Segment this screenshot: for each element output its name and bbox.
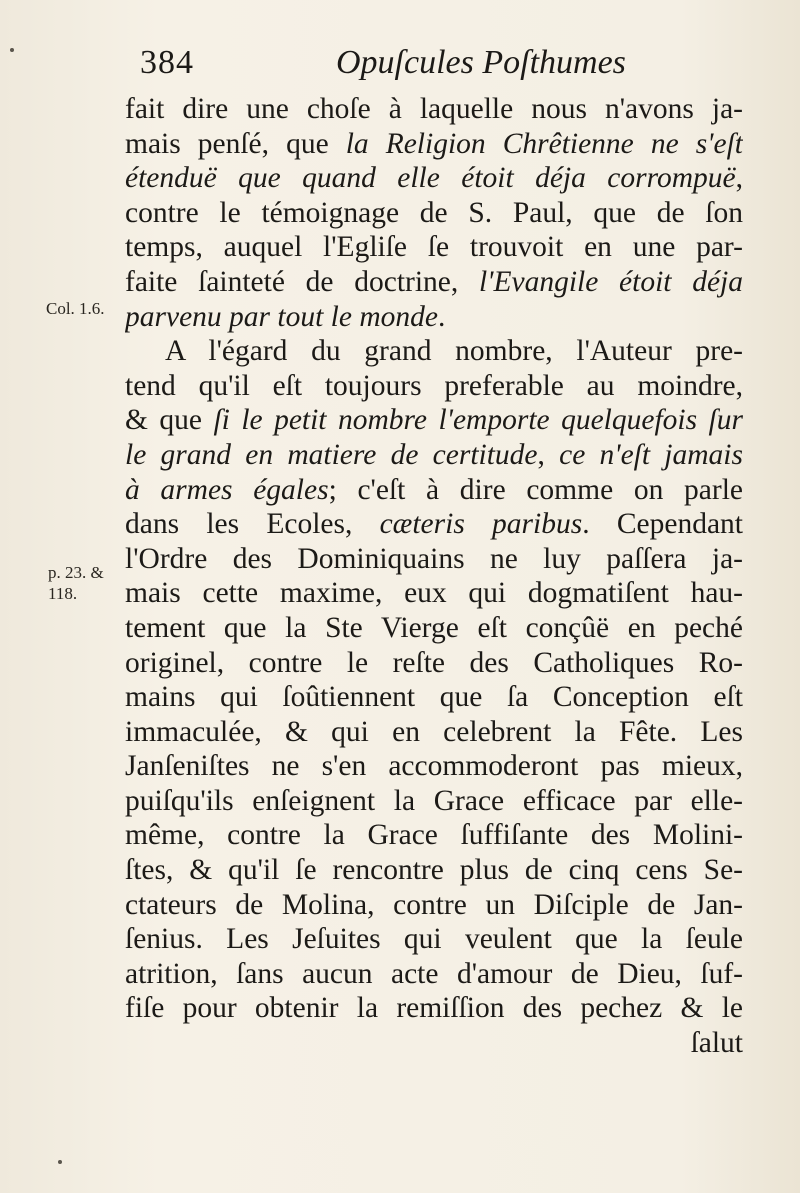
text-line [125, 403, 743, 438]
text-line [125, 92, 743, 127]
body-text [125, 92, 743, 1061]
ink-speck [58, 1160, 62, 1164]
running-title: Opuſcules Poſthumes [336, 44, 626, 81]
text-line [125, 300, 743, 335]
text-line [125, 715, 743, 750]
text-line [125, 853, 743, 888]
text-segment: temps, auquel l'Egliſe ſe trouvoit en une par- [125, 231, 743, 264]
text-line [125, 265, 743, 300]
italic-text: la Religion Chrêtienne ne s'eſt [345, 127, 743, 160]
text-line [125, 646, 743, 681]
italic-text: ce n'eſt jamais [559, 438, 743, 471]
italic-text: l'Evangile étoit déja [478, 265, 743, 298]
text-segment: Janſeniſtes ne s'en accommoderont pas mieux, [125, 750, 743, 783]
text-segment: tement que la Ste Vierge eſt conçûë en peché [125, 611, 743, 644]
text-line [125, 438, 743, 473]
text-line [125, 957, 743, 992]
italic-text: le grand en matiere de certitude [125, 438, 538, 471]
text-line [125, 127, 743, 162]
italic-text: étenduë que quand elle étoit déja corrompuë [125, 162, 736, 195]
text-segment: ſalut [690, 1027, 743, 1060]
text-segment: . Cependant [582, 508, 743, 541]
text-segment: ſtes, & qu'il ſe rencontre plus de cinq cens Se- [125, 854, 743, 887]
text-segment: ſenius. Les Jeſuites qui veulent que la ſeule [125, 923, 743, 956]
text-segment: dans les Ecoles, [125, 508, 380, 541]
text-segment: mains qui ſoûtiennent que ſa Conception eſt [125, 681, 743, 714]
text-segment: l'Ordre des Dominiquains ne luy paſſera ja- [125, 542, 743, 575]
text-line [125, 334, 743, 369]
margin-note-page-ref-cont: 118. [48, 584, 78, 603]
text-segment: mais penſé, que [125, 127, 346, 160]
text-segment: fait dire une choſe à laquelle nous n'avons ja- [125, 93, 743, 125]
text-line [125, 888, 743, 923]
text-segment: tend qu'il eſt toujours preferable au moindre, [125, 369, 743, 402]
text-segment: même, contre la Grace ſuffiſante des Molini- [125, 819, 743, 852]
text-segment: puiſqu'ils enſeignent la Grace efficace par elle- [125, 784, 743, 817]
text-line [125, 473, 743, 508]
italic-text: cæteris paribus [379, 508, 583, 541]
text-line [125, 1026, 743, 1061]
text-segment: ctateurs de Molina, contre un Diſciple de Jan- [125, 888, 743, 921]
margin-note-page-ref: p. 23. & [48, 563, 104, 582]
ink-speck [10, 48, 14, 52]
text-line [125, 542, 743, 577]
text-line [125, 922, 743, 957]
text-line [125, 507, 743, 542]
text-segment: originel, contre le reſte des Catholiques Ro- [125, 646, 743, 679]
text-line [125, 369, 743, 404]
italic-text: à armes égales [125, 473, 329, 506]
text-line [125, 784, 743, 819]
text-segment: contre le témoignage de S. Paul, que de ſon [125, 196, 743, 229]
text-segment: , [735, 162, 743, 195]
italic-text: parvenu par tout le monde [125, 300, 438, 333]
page-number: 384 [140, 44, 194, 81]
text-line [125, 749, 743, 784]
text-line [125, 576, 743, 611]
text-line [125, 680, 743, 715]
text-segment: . [437, 300, 446, 333]
text-line [125, 611, 743, 646]
text-segment: fiſe pour obtenir la remiſſion des pechez & le [125, 992, 743, 1025]
text-segment: mais cette maxime, eux qui dogmatiſent hau- [125, 577, 743, 610]
text-line [125, 991, 743, 1026]
text-segment: , [537, 438, 560, 471]
text-segment: immaculée, & qui en celebrent la Fête. Les [125, 715, 743, 748]
margin-note-colossians: Col. 1.6. [46, 299, 105, 318]
text-line [125, 196, 743, 231]
text-segment: A l'égard du grand nombre, l'Auteur pre- [165, 335, 743, 368]
text-segment: & que [125, 404, 214, 437]
text-line [125, 818, 743, 853]
text-segment: ; c'eſt à dire comme on parle [328, 473, 743, 506]
text-segment: faite ſainteté de doctrine, [125, 265, 479, 298]
text-line [125, 230, 743, 265]
text-line [125, 161, 743, 196]
page-header [140, 44, 700, 90]
italic-text: ſi le petit nombre l'emporte quelquefois ſur [213, 404, 743, 437]
text-segment: atrition, ſans aucun acte d'amour de Dieu, ſuf- [125, 957, 743, 990]
